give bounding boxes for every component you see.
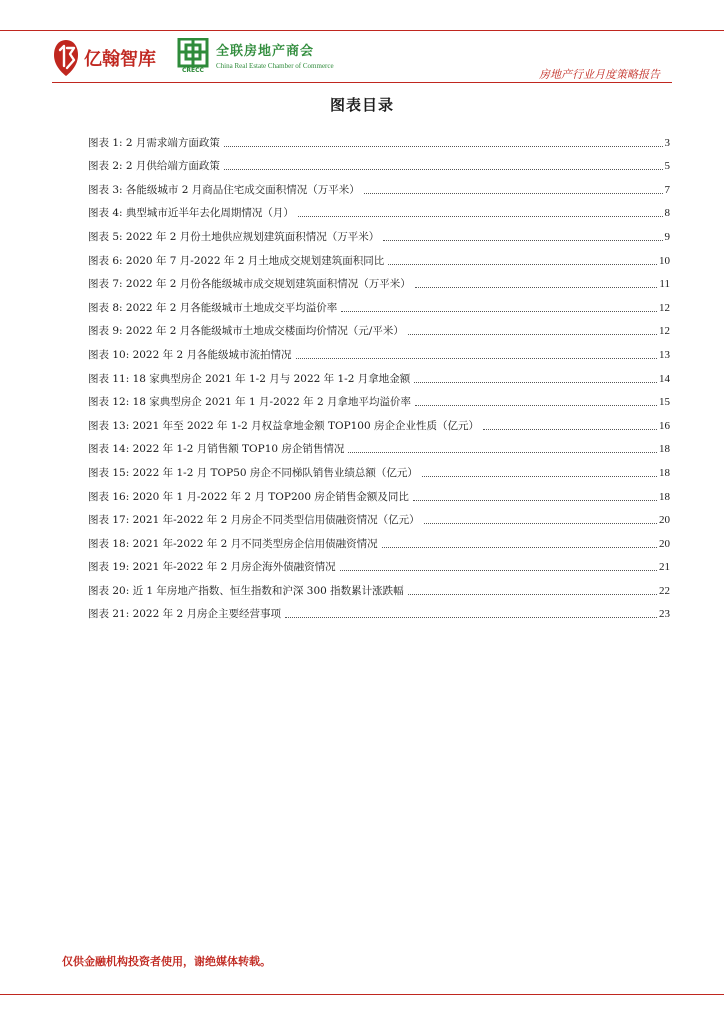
crecc-logo-icon: [176, 38, 210, 76]
toc-entry-page: 18: [659, 466, 670, 479]
toc-entry[interactable]: [88, 197, 670, 221]
toc-entry-label: 图表 7: 2022 年 2 月份各能级城市成交规划建筑面积情况（万平米）: [88, 278, 411, 291]
toc-leader-dots: [224, 169, 663, 170]
toc-entry[interactable]: [88, 173, 670, 197]
toc-entry-page: 11: [659, 278, 670, 291]
toc-entry-page: 10: [659, 254, 670, 267]
toc-entry[interactable]: [88, 338, 670, 362]
crecc-name-en: China Real Estate Chamber of Commerce: [216, 62, 334, 70]
toc-entry-label: 图表 1: 2 月需求端方面政策: [88, 136, 220, 149]
toc-leader-dots: [341, 311, 657, 312]
toc-entry-page: 12: [659, 301, 670, 314]
toc-entry-page: 12: [659, 325, 670, 338]
toc-leader-dots: [483, 429, 657, 430]
toc-entry[interactable]: [88, 433, 670, 457]
toc-entry-label: 图表 18: 2021 年-2022 年 2 月不同类型房企信用债融资情况: [88, 537, 378, 550]
toc-entry[interactable]: [88, 268, 670, 292]
toc-entry-label: 图表 19: 2021 年-2022 年 2 月房企海外债融资情况: [88, 561, 336, 574]
toc-entry[interactable]: [88, 150, 670, 174]
toc-entry[interactable]: [88, 244, 670, 268]
toc-entry-page: 21: [659, 561, 670, 574]
toc-entry-page: 8: [664, 207, 670, 220]
toc-entry[interactable]: [88, 220, 670, 244]
toc-leader-dots: [285, 617, 657, 618]
toc-entry[interactable]: [88, 551, 670, 575]
toc-entry-page: 9: [664, 230, 670, 243]
toc-title: 图表目录: [329, 96, 394, 114]
toc-entry-label: 图表 2: 2 月供给端方面政策: [88, 160, 220, 173]
toc-entry-page: 22: [659, 584, 670, 597]
toc-leader-dots: [348, 452, 657, 453]
toc-entry[interactable]: [88, 504, 670, 528]
toc-list: [88, 126, 670, 621]
toc-entry[interactable]: [88, 386, 670, 410]
toc-entry-label: 图表 11: 18 家典型房企 2021 年 1-2 月与 2022 年 1-2 月拿地金额: [88, 372, 411, 385]
toc-entry-label: 图表 13: 2021 年至 2022 年 1-2 月权益拿地金额 TOP100 房企企业性质（亿元）: [88, 419, 480, 432]
toc-entry[interactable]: [88, 126, 670, 150]
footer-disclaimer: 仅供金融机构投资者使用，谢绝媒体转载。: [62, 955, 271, 968]
toc-leader-dots: [383, 240, 662, 241]
toc-leader-dots: [382, 547, 657, 548]
toc-entry-page: 3: [664, 136, 670, 149]
ehconsulting-logo-text: 亿翰智库: [84, 49, 156, 70]
toc-leader-dots: [364, 193, 663, 194]
toc-entry[interactable]: [88, 409, 670, 433]
report-type-label: 房地产行业月度策略报告: [539, 68, 660, 81]
toc-leader-dots: [413, 500, 657, 501]
toc-entry-label: 图表 6: 2020 年 7 月-2022 年 2 月土地成交规划建筑面积同比: [88, 254, 385, 267]
toc-leader-dots: [415, 287, 658, 288]
toc-entry-label: 图表 14: 2022 年 1-2 月销售额 TOP10 房企销售情况: [88, 443, 345, 456]
toc-entry-page: 15: [659, 396, 670, 409]
toc-entry-label: 图表 20: 近 1 年房地产指数、恒生指数和沪深 300 指数累计涨跌幅: [88, 584, 404, 597]
toc-entry-page: 20: [659, 514, 670, 527]
toc-entry-label: 图表 21: 2022 年 2 月房企主要经营事项: [88, 608, 281, 621]
toc-entry[interactable]: [88, 574, 670, 598]
toc-entry-page: 16: [659, 419, 670, 432]
toc-leader-dots: [388, 264, 657, 265]
ehconsulting-logo: [52, 38, 156, 78]
toc-leader-dots: [414, 382, 657, 383]
toc-entry-page: 7: [664, 183, 670, 196]
crecc-name-cn: 全联房地产商会: [216, 44, 315, 59]
top-rule: [0, 30, 724, 31]
toc-entry-label: 图表 16: 2020 年 1 月-2022 年 2 月 TOP200 房企销售金额及同比: [88, 490, 409, 503]
toc-entry[interactable]: [88, 456, 670, 480]
toc-leader-dots: [340, 570, 657, 571]
toc-entry-label: 图表 10: 2022 年 2 月各能级城市流拍情况: [88, 348, 292, 361]
toc-leader-dots: [415, 405, 657, 406]
toc-entry-page: 5: [664, 160, 670, 173]
toc-entry-page: 18: [659, 490, 670, 503]
toc-entry[interactable]: [88, 362, 670, 386]
toc-entry-page: 18: [659, 443, 670, 456]
toc-entry-label: 图表 4: 典型城市近半年去化周期情况（月）: [88, 207, 294, 220]
toc-leader-dots: [424, 523, 657, 524]
bottom-rule: [0, 994, 724, 995]
toc-entry-label: 图表 5: 2022 年 2 月份土地供应规划建筑面积情况（万平米）: [88, 230, 380, 243]
toc-entry-page: 14: [659, 372, 670, 385]
toc-leader-dots: [422, 476, 657, 477]
toc-entry-label: 图表 3: 各能级城市 2 月商品住宅成交面积情况（万平米）: [88, 183, 360, 196]
toc-entry[interactable]: [88, 480, 670, 504]
toc-leader-dots: [296, 358, 658, 359]
crecc-logo: [176, 38, 334, 76]
toc-entry-label: 图表 9: 2022 年 2 月各能级城市土地成交楼面均价情况（元/平米）: [88, 325, 404, 338]
toc-entry-label: 图表 15: 2022 年 1-2 月 TOP50 房企不同梯队销售业绩总额（亿元）: [88, 466, 418, 479]
ehconsulting-logo-icon: [52, 38, 80, 78]
toc-entry-page: 23: [659, 608, 670, 621]
toc-leader-dots: [408, 334, 657, 335]
toc-entry-label: 图表 12: 18 家典型房企 2021 年 1 月-2022 年 2 月拿地平均溢价率: [88, 396, 411, 409]
toc-entry-page: 20: [659, 537, 670, 550]
toc-entry[interactable]: [88, 291, 670, 315]
toc-entry[interactable]: [88, 315, 670, 339]
toc-entry-label: 图表 17: 2021 年-2022 年 2 月房企不同类型信用债融资情况（亿元）: [88, 514, 420, 527]
toc-entry-page: 13: [659, 348, 670, 361]
toc-leader-dots: [224, 146, 663, 147]
toc-entry-label: 图表 8: 2022 年 2 月各能级城市土地成交平均溢价率: [88, 301, 338, 314]
toc-entry[interactable]: [88, 527, 670, 551]
toc-leader-dots: [298, 216, 663, 217]
toc-leader-dots: [408, 594, 657, 595]
toc-entry[interactable]: [88, 598, 670, 622]
crecc-abbr: CRECC: [182, 67, 204, 74]
header-rule: [52, 82, 672, 83]
